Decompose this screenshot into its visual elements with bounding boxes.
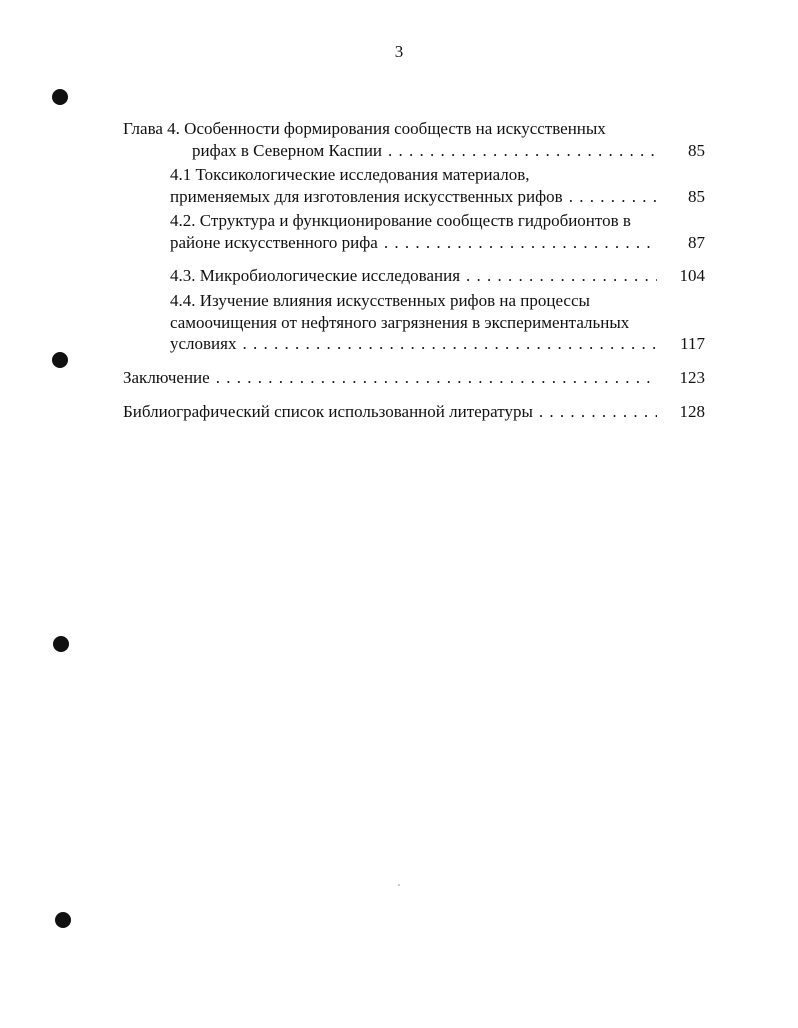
toc-s4-2-page: 87	[688, 233, 705, 252]
toc-s4-2-title-line2: районе искусственного рифа	[170, 233, 378, 252]
toc-entry-chapter4[interactable]	[192, 140, 705, 162]
toc-s4-4-title-line1: 4.4. Изучение влияния искусственных рифов на процессы	[170, 291, 590, 310]
toc-s4-1-page: 85	[688, 187, 705, 206]
toc-s4-1-title-line1: 4.1 Токсикологические исследования материалов,	[170, 165, 530, 184]
toc-entry-s4-3[interactable]	[170, 265, 705, 287]
dot-leader	[539, 401, 657, 423]
dot-leader	[216, 367, 657, 389]
dot-leader	[388, 140, 657, 162]
punch-hole-3	[53, 636, 69, 652]
toc-bibliography-page: 128	[679, 402, 705, 421]
toc-s4-1-title-line2: применяемых для изготовления искусственных рифов	[170, 187, 563, 206]
toc-s4-4-title-line2: самоочищения от нефтяного загрязнения в экспериментальных	[170, 313, 630, 332]
toc-chapter4-title-line2: рифах в Северном Каспии	[192, 141, 383, 160]
toc-s4-2-title-line1: 4.2. Структура и функционирование сообществ гидробионтов в	[170, 211, 631, 230]
toc-entry-s4-2[interactable]	[170, 232, 705, 254]
toc-conclusion-page: 123	[679, 368, 705, 387]
toc-entry-s4-1[interactable]	[170, 186, 705, 208]
toc-s4-4-title-line3: условиях	[170, 334, 237, 353]
toc-s4-3-page: 104	[679, 266, 705, 285]
toc-chapter4-title-line1: Глава 4. Особенности формирования сообществ на искусственных	[123, 119, 606, 138]
dot-leader	[384, 232, 657, 254]
punch-hole-4	[55, 912, 71, 928]
toc-bibliography-title: Библиографический список использованной литературы	[123, 402, 533, 421]
toc-s4-3-title-line1: 4.3. Микробиологические исследования	[170, 266, 461, 285]
toc-entry-conclusion[interactable]	[123, 367, 705, 389]
punch-hole-2	[52, 352, 68, 368]
punch-hole-1	[52, 89, 68, 105]
toc-conclusion-title: Заключение	[123, 368, 210, 387]
dot-leader	[466, 265, 657, 287]
scan-speck	[398, 884, 400, 886]
toc-s4-4-page: 117	[680, 334, 705, 353]
dot-leader	[242, 333, 657, 355]
toc-chapter4-page: 85	[688, 141, 705, 160]
toc-entry-s4-4[interactable]	[170, 333, 705, 355]
toc-entry-bibliography[interactable]	[123, 401, 705, 423]
page-number: 3	[394, 42, 404, 61]
dot-leader	[569, 186, 657, 208]
